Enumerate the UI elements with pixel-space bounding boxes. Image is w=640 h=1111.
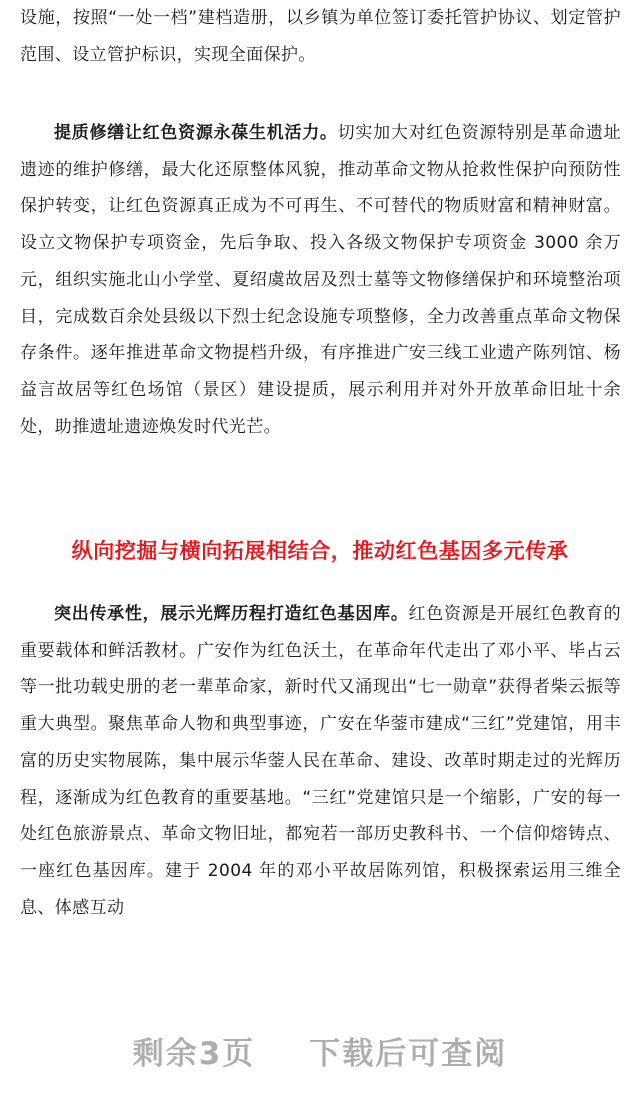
- paragraph-lead: 突出传承性，展示光辉历程打造红色基因库。: [54, 604, 409, 624]
- paragraph-body: 设施，按照“一处一档”建档造册，以乡镇为单位签订委托管护协议、划定管护范围、设立管护标识，实现全面保护。: [20, 8, 621, 65]
- paragraph-continued: [20, 0, 621, 73]
- remaining-pages-label: 剩余3页: [132, 1035, 256, 1072]
- paragraph-lead: 提质修缮让红色资源永葆生机活力。: [54, 123, 338, 143]
- download-prompt-banner[interactable]: [0, 1015, 640, 1085]
- paragraph-inheritance: [20, 596, 621, 926]
- download-hint-label: 下载后可查阅: [309, 1035, 508, 1072]
- paragraph-restoration: [20, 115, 621, 445]
- paragraph-body: 红色资源是开展红色教育的重要载体和鲜活教材。广安作为红色沃土，在革命年代走出了邓小平、毕占云等一批功载史册的老一辈革命家，新时代又涌现出“七一勋章”获得者柴云振等重大典型。聚焦革命人物和典型事迹，广安在华蓥市建成“三红”党建馆，用丰富的历史实物展陈，集中展示华蓥人民在革命、建设、改革时期走过的光辉历程，逐渐成为红色教育的重要基地。“三红”党建馆只是一个缩影，广安的每一处红色旅游景点、革命文物旧址，都宛若一部历史教科书、一个信仰熔铸点、一座红色基因库。建于 2004 年的邓小平故居陈列馆，积极探索运用三维全息、体感互动: [20, 604, 621, 918]
- section-heading: 纵向挖掘与横向拓展相结合，推动红色基因多元传承: [71, 539, 569, 563]
- paragraph-body: 切实加大对红色资源特别是革命遗址遗迹的维护修缮，最大化还原整体风貌，推动革命文物从抢救性保护向预防性保护转变，让红色资源真正成为不可再生、不可替代的物质财富和精神财富。设立文物保护专项资金，先后争取、投入各级文物保护专项资金 3000 余万元，组织实施北山小学堂、夏绍虞故居及烈士墓等文物修缮保护和环境整治项目，完成数百余处县级以下烈士纪念设施专项整修，全力改善重点革命文物保存条件。逐年推进革命文物提档升级，有序推进广安三线工业遗产陈列馆、杨益言故居等红色场馆（景区）建设提质，展示利用并对外开放革命旧址十余处，助推遗址遗迹焕发时代光芒。: [20, 123, 622, 437]
